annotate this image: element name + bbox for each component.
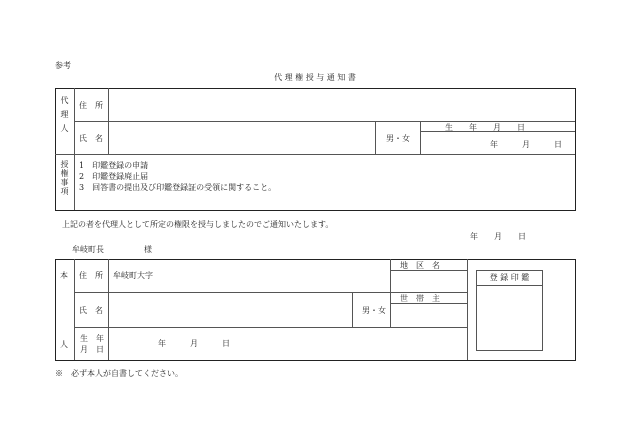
principal-section-bottom: 人 (60, 340, 68, 349)
authority-item: 1 印鑑登録の申請 (79, 161, 149, 170)
principal-name-field[interactable] (112, 296, 348, 324)
authority-item: 3 回答書の提出及び印鑑登録証の受領に関すること。 (79, 183, 277, 192)
birth-label-line: 生 年 (80, 334, 104, 343)
agent-address-field[interactable] (112, 92, 572, 118)
registered-seal-box (476, 270, 543, 351)
principal-birth-label (80, 333, 104, 355)
agent-birth-header: 生 年 月 日 (445, 123, 525, 132)
principal-section-top: 本 (60, 271, 68, 280)
principal-address-label: 住 所 (79, 271, 103, 280)
principal-name-label: 氏 名 (79, 306, 103, 315)
authority-item: 2 印鑑登録廃止届 (79, 172, 149, 181)
agent-name-label: 氏 名 (79, 134, 103, 143)
document-title: 代 理 権 授 与 通 知 書 (274, 73, 356, 82)
principal-gender-option[interactable]: 男・女 (362, 306, 386, 315)
authority-list (79, 160, 276, 193)
agent-name-field[interactable] (112, 125, 370, 151)
addressee: 牟岐町長 様 (72, 245, 152, 254)
footnote: ※ 必ず本人が自書してください。 (55, 369, 183, 378)
district-label: 地 区 名 (400, 261, 440, 270)
date-line[interactable]: 年 月 日 (470, 232, 526, 241)
principal-birth-value[interactable]: 年 月 日 (158, 339, 230, 348)
householder-label: 世 帯 主 (400, 294, 440, 303)
reference-label: 参考 (55, 61, 71, 70)
agent-address-label: 住 所 (79, 101, 103, 110)
principal-address-field[interactable]: 牟岐町大字 (113, 271, 153, 280)
agent-section-label: 代理人 (60, 96, 69, 138)
authority-label: 授権事項 (60, 160, 69, 196)
notice-text: 上記の者を代理人として所定の権限を授与しましたのでご通知いたします。 (62, 220, 334, 229)
birth-label-line: 月 日 (80, 345, 104, 354)
agent-gender-option[interactable]: 男・女 (386, 134, 410, 143)
agent-birth-value[interactable]: 年 月 日 (490, 140, 562, 149)
seal-label: 登 録 印 鑑 (477, 271, 542, 286)
